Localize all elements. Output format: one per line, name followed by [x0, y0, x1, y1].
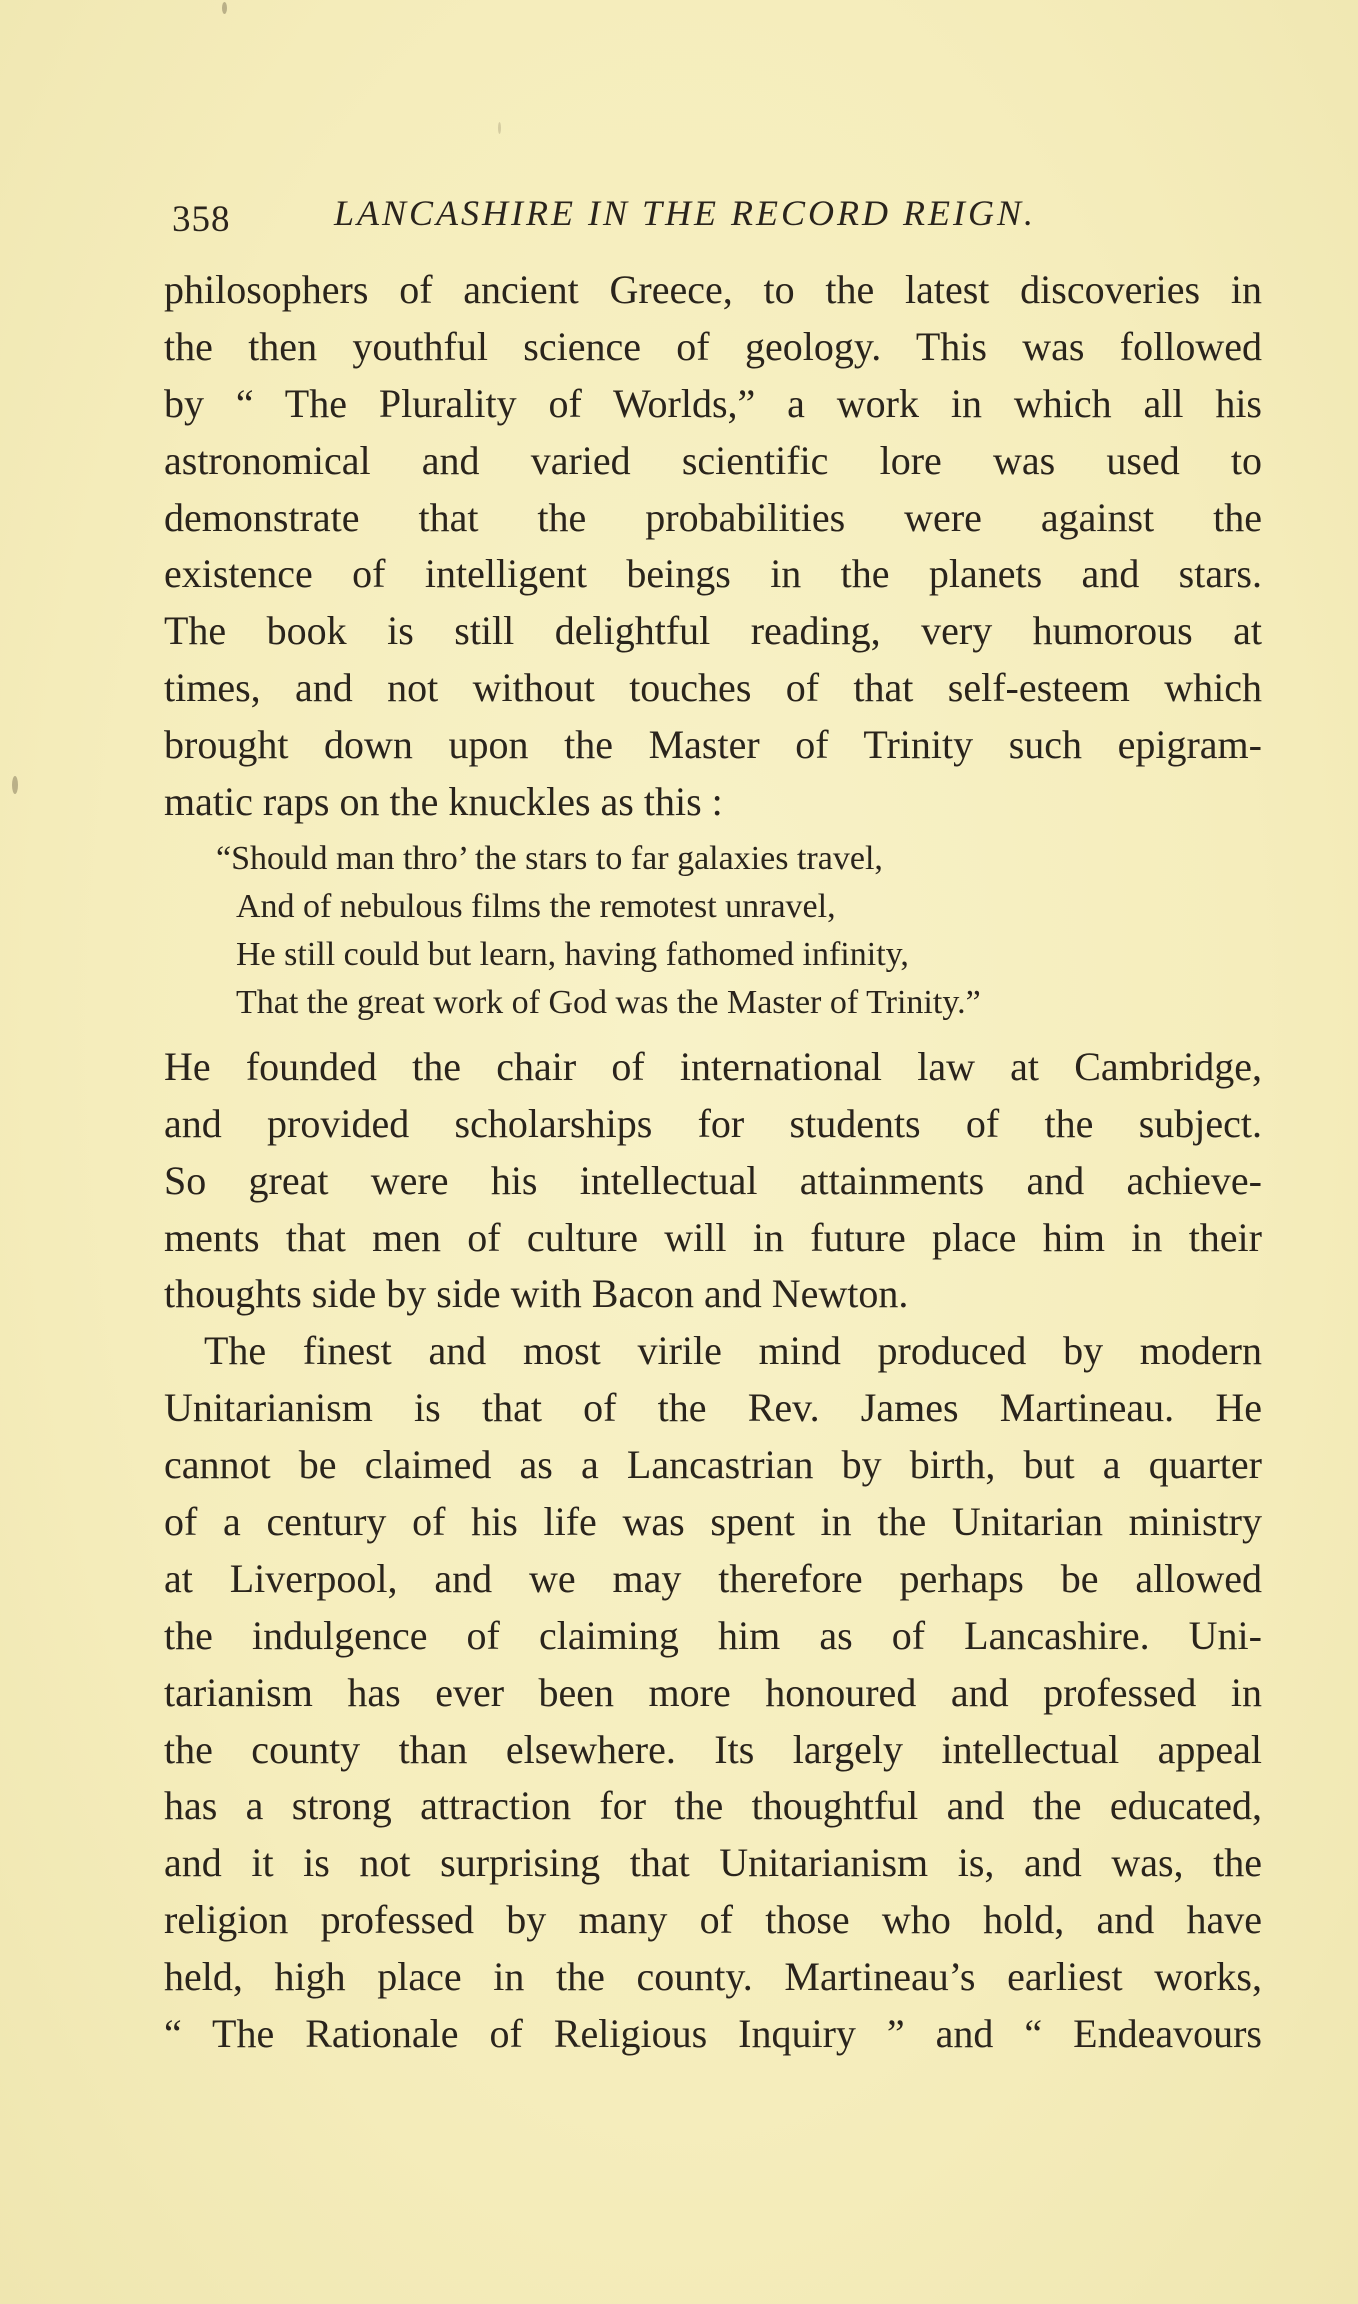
text-line: has a strong attraction for the thoughtful and the educated, — [164, 1783, 1262, 1829]
text-line: times, and not without touches of that self-esteem which — [164, 665, 1262, 711]
text-line: the county than elsewhere. Its largely intellectual appeal — [164, 1726, 1262, 1772]
running-header — [172, 182, 1272, 252]
text-line: The finest and most virile mind produced by modern — [204, 1328, 1262, 1374]
text-line: of a century of his life was spent in the Unitarian ministry — [164, 1499, 1262, 1545]
text-line: astronomical and varied scientific lore was used to — [164, 437, 1262, 483]
paper-speck — [222, 2, 227, 14]
text-line: existence of intelligent beings in the planets and stars. — [164, 551, 1262, 597]
verse-line: And of nebulous films the remotest unravel, — [236, 887, 836, 925]
paragraph-martineau — [164, 1323, 1262, 2063]
text-line: “ The Rationale of Religious Inquiry ” and “ Endeavours — [164, 2011, 1262, 2057]
text-line: brought down upon the Master of Trinity such epigram- — [164, 722, 1262, 768]
text-line: at Liverpool, and we may therefore perhaps be allowed — [164, 1555, 1262, 1601]
text-line: the then youthful science of geology. This was followed — [164, 323, 1262, 369]
paper-speck — [12, 776, 18, 794]
paragraph-plurality-of-worlds — [164, 262, 1262, 831]
text-line: religion professed by many of those who hold, and have — [164, 1897, 1262, 1943]
running-title: LANCASHIRE IN THE RECORD REIGN. — [334, 193, 1036, 233]
text-line: the indulgence of claiming him as of Lancashire. Uni- — [164, 1612, 1262, 1658]
text-line: demonstrate that the probabilities were against the — [164, 494, 1262, 540]
text-line: ments that men of culture will in future place him in their — [164, 1214, 1262, 1260]
text-line: thoughts side by side with Bacon and Newton. — [164, 1271, 909, 1317]
paragraph-cambridge-chair — [164, 1039, 1262, 1323]
text-line: So great were his intellectual attainments and achieve- — [164, 1157, 1262, 1203]
verse-line: “Should man thro’ the stars to far galaxies travel, — [216, 839, 883, 877]
text-line: The book is still delightful reading, very humorous at — [164, 608, 1262, 654]
text-line: tarianism has ever been more honoured and professed in — [164, 1669, 1262, 1715]
text-line: by “ The Plurality of Worlds,” a work in which all his — [164, 380, 1262, 426]
text-line: held, high place in the county. Martineau’s earliest works, — [164, 1954, 1262, 2000]
text-line: philosophers of ancient Greece, to the latest discoveries in — [164, 267, 1262, 312]
text-line: and provided scholarships for students of the subject. — [164, 1100, 1262, 1146]
text-line: He founded the chair of international law at Cambridge, — [164, 1043, 1262, 1089]
verse-line: That the great work of God was the Master of Trinity.” — [236, 983, 981, 1021]
verse-quotation — [164, 835, 1262, 1027]
verse-line: He still could but learn, having fathomed infinity, — [236, 935, 909, 973]
paper-speck — [498, 122, 501, 134]
text-line: cannot be claimed as a Lancastrian by birth, but a quarter — [164, 1442, 1262, 1488]
text-line: and it is not surprising that Unitarianism is, and was, the — [164, 1840, 1262, 1886]
page-number: 358 — [172, 199, 231, 240]
text-line: Unitarianism is that of the Rev. James Martineau. He — [164, 1385, 1262, 1431]
text-line: matic raps on the knuckles as this : — [164, 779, 723, 825]
body-text — [164, 262, 1262, 2063]
